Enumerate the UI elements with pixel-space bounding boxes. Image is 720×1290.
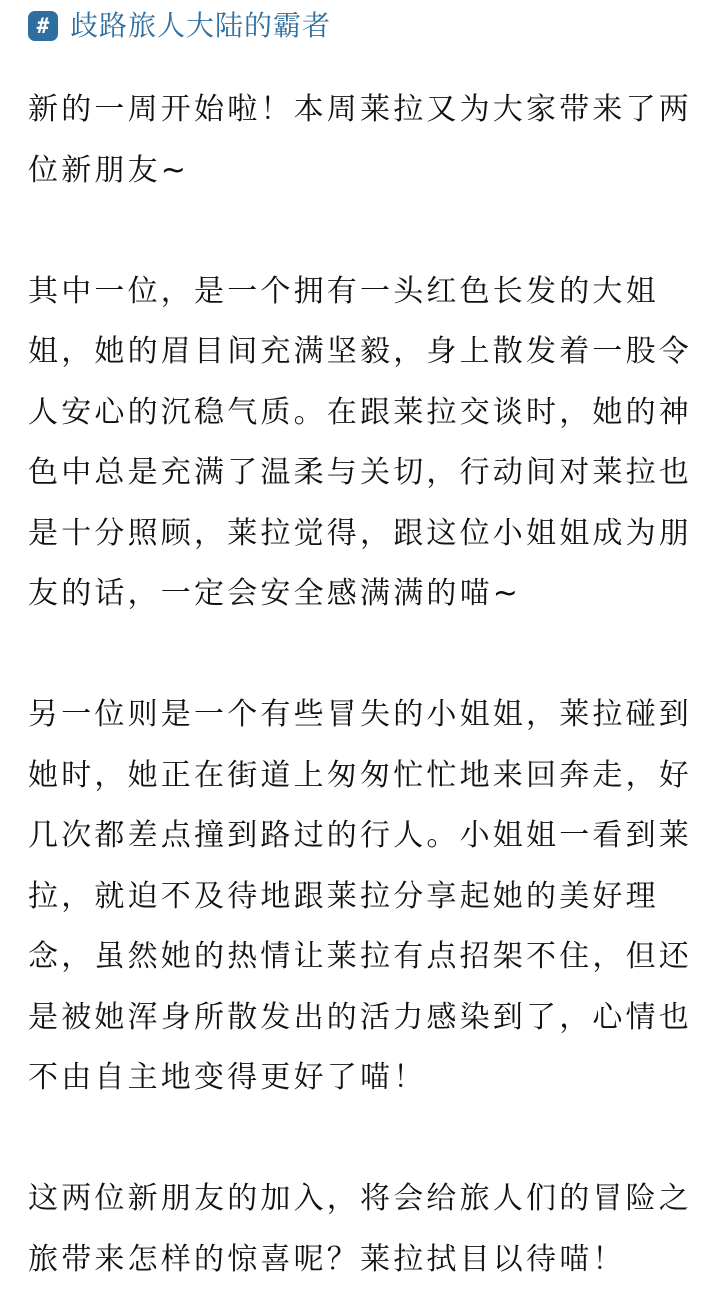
article-body (28, 80, 692, 1290)
article-paragraph: 另一位则是一个有些冒失的小姐姐，莱拉碰到她时，她正在街道上匆匆忙忙地来回奔走，好几次都差点撞到路过的行人。小姐姐一看到莱拉，就迫不及待地跟莱拉分享起她的美好理念，虽然她的热情让莱拉有点招架不住，但还是被她浑身所散发出的活力感染到了，心情也不由自主地变得更好了喵！ (28, 697, 692, 1095)
post-page (0, 1, 720, 1277)
article-paragraph: 其中一位，是一个拥有一头红色长发的大姐姐，她的眉目间充满坚毅，身上散发着一股令人安心的沉稳气质。在跟莱拉交谈时，她的神色中总是充满了温柔与关切，行动间对莱拉也是十分照顾，莱拉觉得，跟这位小姐姐成为朋友的话，一定会安全感满满的喵~ (28, 273, 692, 611)
topic-title[interactable]: 歧路旅人大陆的霸者 (70, 9, 332, 42)
article-paragraph: 新的一周开始啦！本周莱拉又为大家带来了两位新朋友~ (28, 92, 692, 188)
topic-tag[interactable] (28, 1, 692, 51)
hashtag-icon: # (28, 11, 58, 41)
article-paragraph: 这两位新朋友的加入，将会给旅人们的冒险之旅带来怎样的惊喜呢？莱拉拭目以待喵！ (28, 1181, 692, 1277)
